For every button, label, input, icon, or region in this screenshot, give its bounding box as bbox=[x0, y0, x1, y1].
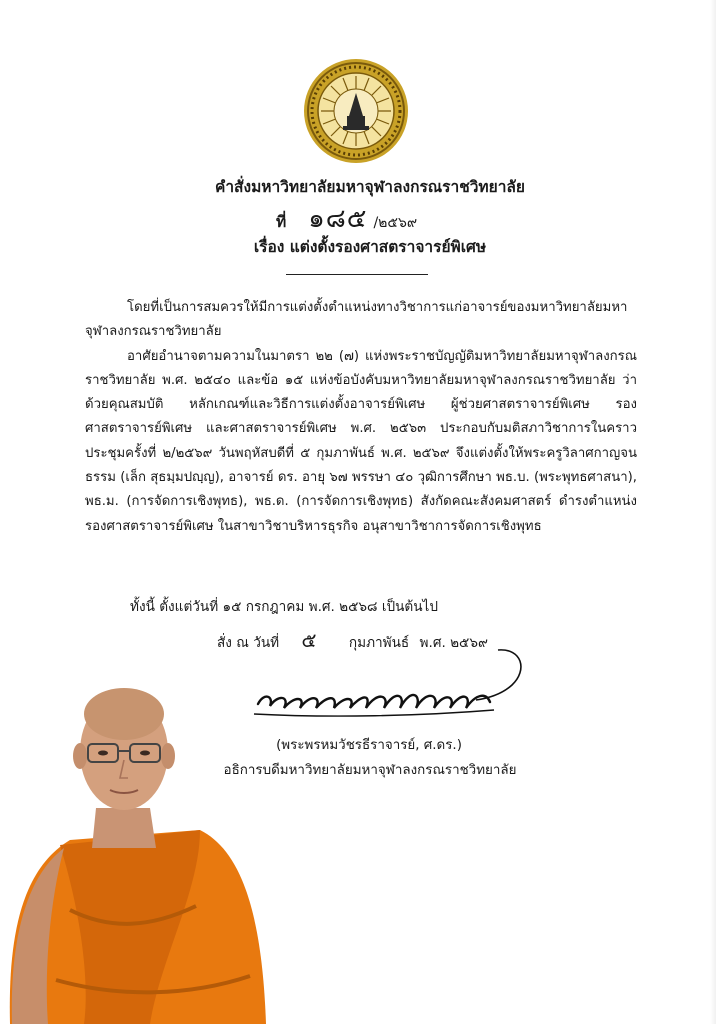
order-title: คำสั่งมหาวิทยาลัยมหาจุฬาลงกรณราชวิทยาลัย bbox=[214, 178, 526, 196]
order-body bbox=[85, 296, 637, 539]
page-edge bbox=[710, 0, 716, 1024]
ordered-year: พ.ศ. ๒๕๖๙ bbox=[419, 635, 488, 651]
effective-date: ทั้งนี้ ตั้งแต่วันที่ ๑๕ กรกฎาคม พ.ศ. ๒๕๖๘ เป็นต้นไป bbox=[130, 599, 439, 615]
ordered-day: ๕ bbox=[301, 628, 317, 652]
ordered-date-label: สั่ง ณ วันที่ bbox=[217, 635, 280, 651]
divider bbox=[286, 274, 428, 275]
ordered-month: กุมภาพันธ์ bbox=[348, 635, 410, 651]
order-number bbox=[276, 198, 417, 239]
paragraph-appointment: อาศัยอำนาจตามความในมาตรา ๒๒ (๗) แห่งพระราชบัญญัติมหาวิทยาลัยมหาจุฬาลงกรณราชวิทยาลัย พ.ศ. ๒๕๔๐ และข้อ ๑๕ แห่งข้อบังคับมหาวิทยาลัยมหาจุฬาลงกรณราชวิทยาลัย ว่าด้วยคุณสมบัติ หลักเกณฑ์และวิธีการแต่งตั้งอาจารย์พิเศษ ผู้ช่วยศาสตราจารย์พิเศษ รองศาสตราจารย์พิเศษ และศาสตราจารย์พิเศษ พ.ศ. ๒๕๖๓ ประกอบกับมติสภาวิชาการในคราวประชุมครั้งที่ ๒/๒๕๖๙ วันพฤหัสบดีที่ ๕ กุมภาพันธ์ พ.ศ. ๒๕๖๙ จึงแต่งตั้งให้พระครูวิลาศกาญจนธรรม (เล็ก สุธมฺมปญฺญ), อาจารย์ ดร. อายุ ๖๗ พรรษา ๔๐ วุฒิการศึกษา พธ.บ. (พระพุทธศาสนา), พธ.ม. (การจัดการเชิงพุทธ), พธ.ด. (การจัดการเชิงพุทธ) สังกัดคณะสังคมศาสตร์ ดำรงตำแหน่ง รองศาสตราจารย์พิเศษ ในสาขาวิชาบริหารธุรกิจ อนุสาขาวิชาการจัดการเชิงพุทธ bbox=[85, 348, 637, 534]
order-subject: เรื่อง แต่งตั้งรองศาสตราจารย์พิเศษ bbox=[253, 238, 487, 256]
order-number-value: ๑๘๕ bbox=[308, 204, 368, 234]
signer-name: (พระพรหมวัชรธีราจารย์, ศ.ดร.) bbox=[276, 738, 462, 753]
paragraph-preamble: โดยที่เป็นการสมควรให้มีการแต่งตั้งตำแหน่งทางวิชาการแก่อาจารย์ของมหาวิทยาลัยมหาจุฬาลงกรณราชวิทยาลัย bbox=[85, 300, 628, 340]
monk-portrait-image bbox=[0, 680, 280, 1024]
signer-title: อธิการบดีมหาวิทยาลัยมหาจุฬาลงกรณราชวิทยาลัย bbox=[223, 763, 517, 778]
handwritten-signature-icon bbox=[250, 630, 540, 730]
university-seal-icon bbox=[303, 58, 409, 164]
order-number-year: /๒๕๖๙ bbox=[373, 215, 418, 231]
order-number-label: ที่ bbox=[276, 213, 287, 231]
